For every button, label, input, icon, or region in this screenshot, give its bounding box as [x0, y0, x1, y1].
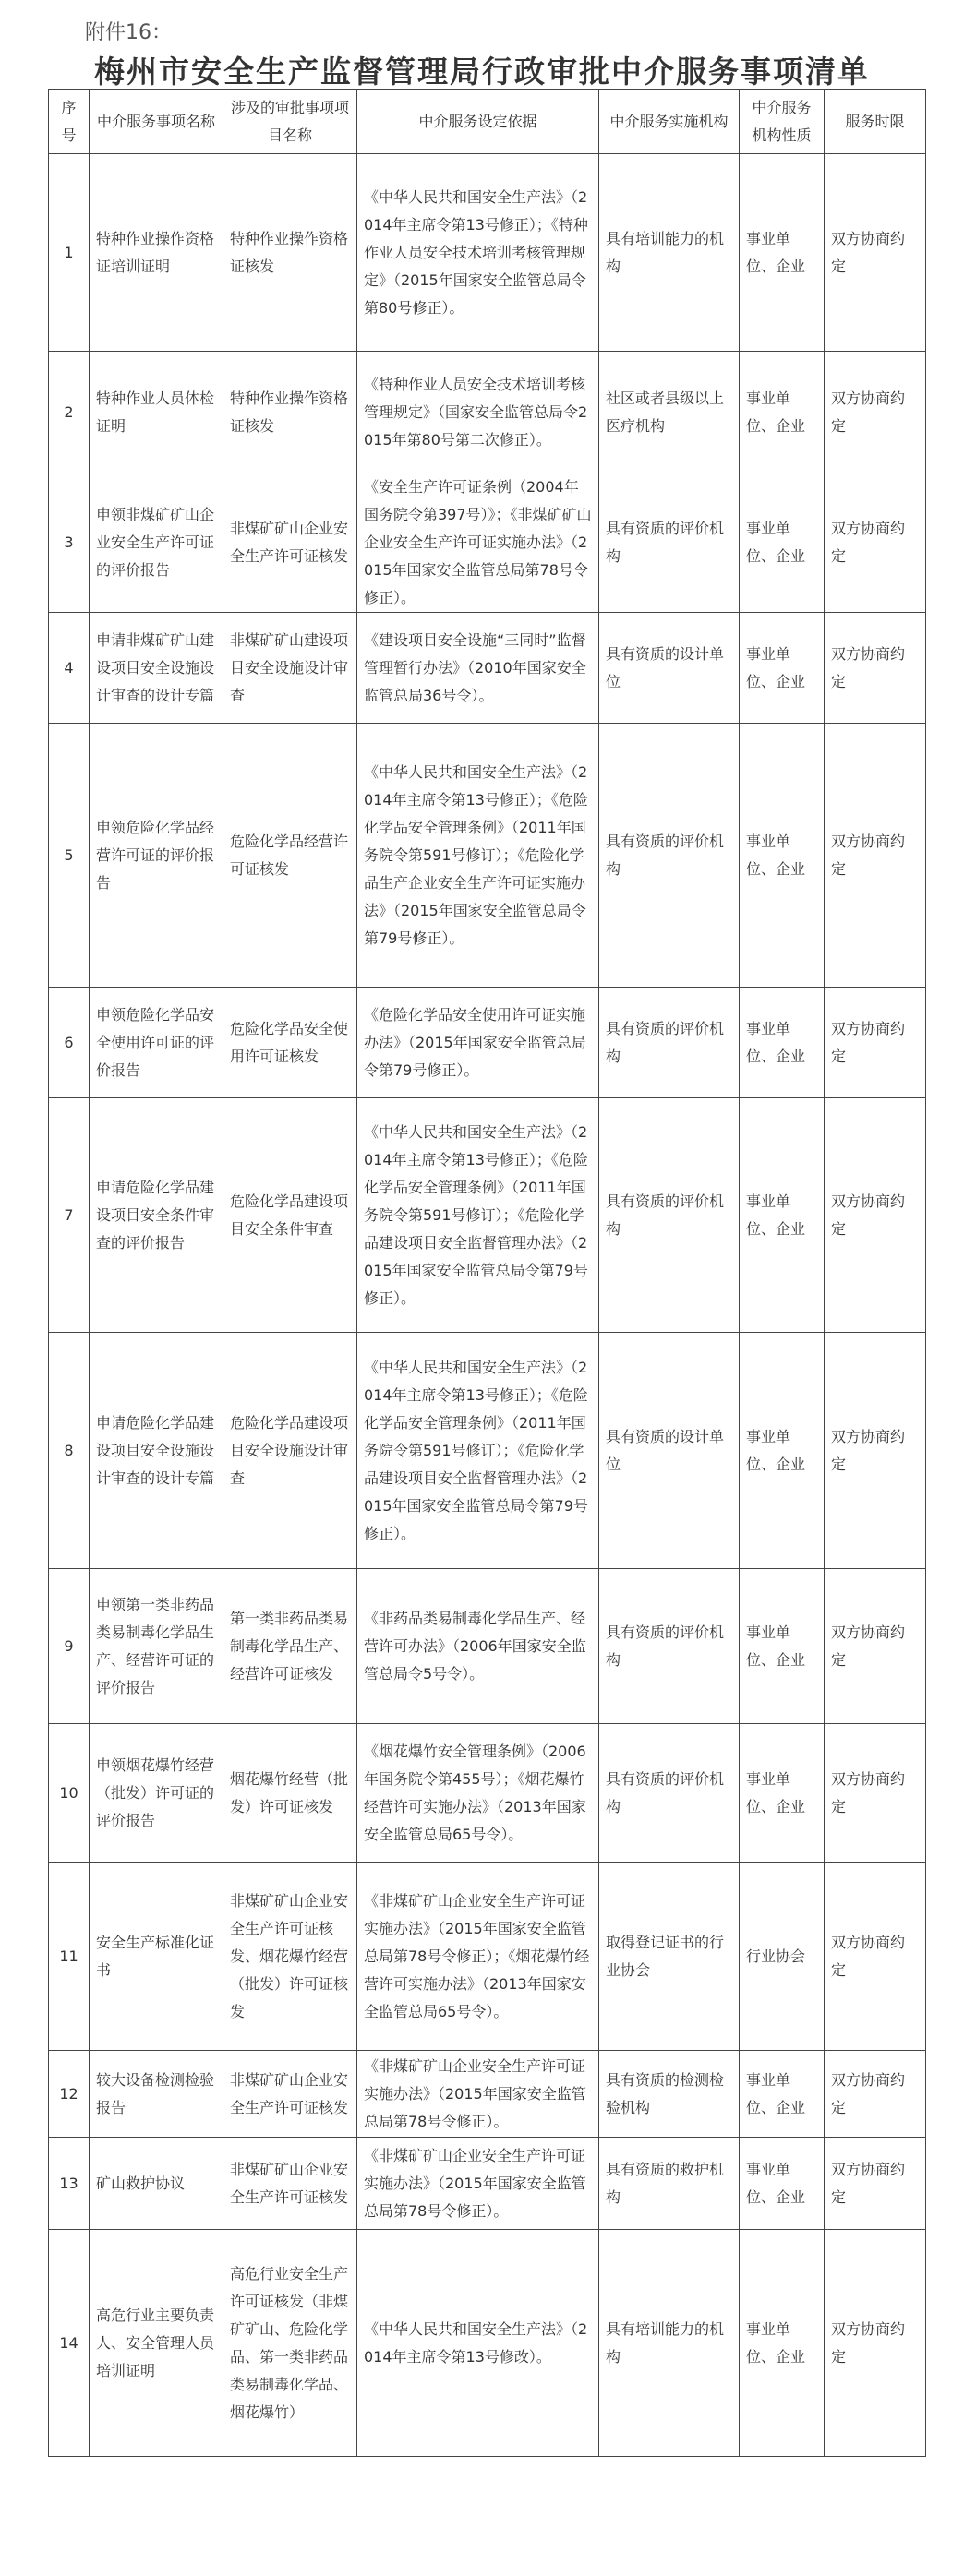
legal-basis-cell: 《非煤矿矿山企业安全生产许可证实施办法》（2015年国家安全监管总局第78号令修正）。	[357, 2051, 599, 2138]
row-number-cell: 2	[49, 352, 90, 473]
approval-item-cell: 危险化学品经营许可证核发	[223, 724, 357, 988]
service-time-limit-cell: 双方协商约定	[825, 1333, 926, 1569]
table-row	[49, 1724, 926, 1863]
table-row	[49, 473, 926, 613]
table-row	[49, 613, 926, 724]
row-number-cell: 4	[49, 613, 90, 724]
service-name-cell: 申领危险化学品经营许可证的评价报告	[90, 724, 223, 988]
row-number-cell: 14	[49, 2230, 90, 2457]
service-items-table	[48, 89, 926, 2457]
approval-item-cell: 非煤矿矿山企业安全生产许可证核发	[223, 473, 357, 613]
legal-basis-cell: 《中华人民共和国安全生产法》（2014年主席令第13号修正）；《危险化学品安全管理条例》（2011年国务院令第591号修订）；《危险化学品建设项目安全监督管理办法》（2015年国家安全监管总局令第79号修正）。	[357, 1333, 599, 1569]
agency-nature-cell: 事业单位、企业	[740, 2138, 825, 2230]
implementing-agency-cell: 具有资质的检测检验机构	[599, 2051, 740, 2138]
service-name-cell: 申请危险化学品建设项目安全条件审查的评价报告	[90, 1098, 223, 1333]
service-name-cell: 特种作业人员体检证明	[90, 352, 223, 473]
row-number-cell: 8	[49, 1333, 90, 1569]
service-time-limit-cell: 双方协商约定	[825, 1098, 926, 1333]
agency-nature-cell: 事业单位、企业	[740, 988, 825, 1098]
approval-item-cell: 第一类非药品类易制毒化学品生产、经营许可证核发	[223, 1569, 357, 1724]
approval-item-cell: 危险化学品建设项目安全设施设计审查	[223, 1333, 357, 1569]
legal-basis-cell: 《建设项目安全设施“三同时”监督管理暂行办法》（2010年国家安全监管总局36号令）。	[357, 613, 599, 724]
row-number-cell: 13	[49, 2138, 90, 2230]
legal-basis-cell: 《非煤矿矿山企业安全生产许可证实施办法》（2015年国家安全监管总局第78号令修正）。	[357, 2138, 599, 2230]
agency-nature-cell: 事业单位、企业	[740, 724, 825, 988]
agency-nature-cell: 事业单位、企业	[740, 1098, 825, 1333]
implementing-agency-cell: 具有培训能力的机构	[599, 2230, 740, 2457]
implementing-agency-cell: 具有培训能力的机构	[599, 154, 740, 352]
service-time-limit-cell: 双方协商约定	[825, 1724, 926, 1863]
service-time-limit-cell: 双方协商约定	[825, 2230, 926, 2457]
service-name-cell: 安全生产标准化证书	[90, 1863, 223, 2051]
table-row	[49, 2051, 926, 2138]
implementing-agency-cell: 具有资质的评价机构	[599, 1569, 740, 1724]
table-row	[49, 1569, 926, 1724]
approval-item-cell: 危险化学品安全使用许可证核发	[223, 988, 357, 1098]
service-time-limit-cell: 双方协商约定	[825, 352, 926, 473]
header-cell: 中介服务机构性质	[740, 90, 825, 154]
implementing-agency-cell: 具有资质的设计单位	[599, 613, 740, 724]
row-number-cell: 5	[49, 724, 90, 988]
approval-item-cell: 危险化学品建设项目安全条件审查	[223, 1098, 357, 1333]
agency-nature-cell: 事业单位、企业	[740, 2230, 825, 2457]
table-row	[49, 352, 926, 473]
table-row	[49, 724, 926, 988]
service-name-cell: 申请非煤矿矿山建设项目安全设施设计审查的设计专篇	[90, 613, 223, 724]
table-row	[49, 1863, 926, 2051]
header-row	[49, 90, 926, 154]
service-name-cell: 申领非煤矿矿山企业安全生产许可证的评价报告	[90, 473, 223, 613]
row-number-cell: 1	[49, 154, 90, 352]
service-time-limit-cell: 双方协商约定	[825, 1569, 926, 1724]
header-cell: 服务时限	[825, 90, 926, 154]
service-time-limit-cell: 双方协商约定	[825, 2138, 926, 2230]
header-cell: 中介服务事项名称	[90, 90, 223, 154]
service-time-limit-cell: 双方协商约定	[825, 2051, 926, 2138]
table-row	[49, 1333, 926, 1569]
implementing-agency-cell: 取得登记证书的行业协会	[599, 1863, 740, 2051]
approval-item-cell: 非煤矿矿山企业安全生产许可证核发	[223, 2051, 357, 2138]
service-name-cell: 申请危险化学品建设项目安全设施设计审查的设计专篇	[90, 1333, 223, 1569]
approval-item-cell: 特种作业操作资格证核发	[223, 154, 357, 352]
agency-nature-cell: 事业单位、企业	[740, 473, 825, 613]
legal-basis-cell: 《中华人民共和国安全生产法》（2014年主席令第13号修改）。	[357, 2230, 599, 2457]
legal-basis-cell: 《烟花爆竹安全管理条例》（2006年国务院令第455号）；《烟花爆竹经营许可实施办法》（2013年国家安全监管总局65号令）。	[357, 1724, 599, 1863]
header-cell: 中介服务实施机构	[599, 90, 740, 154]
service-name-cell: 申领危险化学品安全使用许可证的评价报告	[90, 988, 223, 1098]
implementing-agency-cell: 社区或者县级以上医疗机构	[599, 352, 740, 473]
service-name-cell: 申领烟花爆竹经营（批发）许可证的评价报告	[90, 1724, 223, 1863]
header-cell: 中介服务设定依据	[357, 90, 599, 154]
service-name-cell: 申领第一类非药品类易制毒化学品生产、经营许可证的评价报告	[90, 1569, 223, 1724]
service-time-limit-cell: 双方协商约定	[825, 473, 926, 613]
implementing-agency-cell: 具有资质的评价机构	[599, 1098, 740, 1333]
legal-basis-cell: 《安全生产许可证条例（2004年国务院令第397号）》；《非煤矿矿山企业安全生产许可证实施办法》（2015年国家安全监管总局第78号令修正）。	[357, 473, 599, 613]
implementing-agency-cell: 具有资质的评价机构	[599, 724, 740, 988]
table-row	[49, 2138, 926, 2230]
legal-basis-cell: 《危险化学品安全使用许可证实施办法》（2015年国家安全监管总局令第79号修正）。	[357, 988, 599, 1098]
legal-basis-cell: 《特种作业人员安全技术培训考核管理规定》（国家安全监管总局令2015年第80号第二次修正）。	[357, 352, 599, 473]
service-time-limit-cell: 双方协商约定	[825, 988, 926, 1098]
legal-basis-cell: 《中华人民共和国安全生产法》（2014年主席令第13号修正）；《特种作业人员安全技术培训考核管理规定》（2015年国家安全监管总局令第80号修正）。	[357, 154, 599, 352]
implementing-agency-cell: 具有资质的救护机构	[599, 2138, 740, 2230]
header-cell: 涉及的审批事项项目名称	[223, 90, 357, 154]
legal-basis-cell: 《中华人民共和国安全生产法》（2014年主席令第13号修正）；《危险化学品安全管理条例》（2011年国务院令第591号修订）；《危险化学品建设项目安全监督管理办法》（2015年国家安全监管总局令第79号修正）。	[357, 1098, 599, 1333]
row-number-cell: 7	[49, 1098, 90, 1333]
row-number-cell: 12	[49, 2051, 90, 2138]
agency-nature-cell: 事业单位、企业	[740, 352, 825, 473]
row-number-cell: 6	[49, 988, 90, 1098]
page-title: 梅州市安全生产监督管理局行政审批中介服务事项清单	[94, 54, 870, 90]
table-body	[49, 154, 926, 2457]
agency-nature-cell: 事业单位、企业	[740, 154, 825, 352]
row-number-cell: 10	[49, 1724, 90, 1863]
row-number-cell: 9	[49, 1569, 90, 1724]
row-number-cell: 11	[49, 1863, 90, 2051]
agency-nature-cell: 行业协会	[740, 1863, 825, 2051]
table-row	[49, 1098, 926, 1333]
approval-item-cell: 非煤矿矿山企业安全生产许可证核发、烟花爆竹经营（批发）许可证核发	[223, 1863, 357, 2051]
agency-nature-cell: 事业单位、企业	[740, 613, 825, 724]
implementing-agency-cell: 具有资质的评价机构	[599, 1724, 740, 1863]
table-row	[49, 2230, 926, 2457]
service-time-limit-cell: 双方协商约定	[825, 613, 926, 724]
agency-nature-cell: 事业单位、企业	[740, 1333, 825, 1569]
legal-basis-cell: 《非煤矿矿山企业安全生产许可证实施办法》（2015年国家安全监管总局第78号令修正）；《烟花爆竹经营许可实施办法》（2013年国家安全监管总局65号令）。	[357, 1863, 599, 2051]
service-name-cell: 较大设备检测检验报告	[90, 2051, 223, 2138]
approval-item-cell: 特种作业操作资格证核发	[223, 352, 357, 473]
approval-item-cell: 非煤矿矿山企业安全生产许可证核发	[223, 2138, 357, 2230]
legal-basis-cell: 《非药品类易制毒化学品生产、经营许可办法》（2006年国家安全监管总局令5号令）。	[357, 1569, 599, 1724]
agency-nature-cell: 事业单位、企业	[740, 2051, 825, 2138]
implementing-agency-cell: 具有资质的评价机构	[599, 988, 740, 1098]
service-time-limit-cell: 双方协商约定	[825, 724, 926, 988]
service-name-cell: 高危行业主要负责人、安全管理人员培训证明	[90, 2230, 223, 2457]
approval-item-cell: 非煤矿矿山建设项目安全设施设计审查	[223, 613, 357, 724]
service-name-cell: 矿山救护协议	[90, 2138, 223, 2230]
approval-item-cell: 烟花爆竹经营（批发）许可证核发	[223, 1724, 357, 1863]
row-number-cell: 3	[49, 473, 90, 613]
agency-nature-cell: 事业单位、企业	[740, 1724, 825, 1863]
legal-basis-cell: 《中华人民共和国安全生产法》（2014年主席令第13号修正）；《危险化学品安全管理条例》（2011年国务院令第591号修订）；《危险化学品生产企业安全生产许可证实施办法》（2015年国家安全监管总局令第79号修正）。	[357, 724, 599, 988]
attachment-label: 附件16：	[85, 21, 172, 44]
agency-nature-cell: 事业单位、企业	[740, 1569, 825, 1724]
implementing-agency-cell: 具有资质的设计单位	[599, 1333, 740, 1569]
approval-item-cell: 高危行业安全生产许可证核发（非煤矿矿山、危险化学品、第一类非药品类易制毒化学品、烟花爆竹）	[223, 2230, 357, 2457]
header-cell: 序号	[49, 90, 90, 154]
table-row	[49, 988, 926, 1098]
service-time-limit-cell: 双方协商约定	[825, 1863, 926, 2051]
table-row	[49, 154, 926, 352]
implementing-agency-cell: 具有资质的评价机构	[599, 473, 740, 613]
service-time-limit-cell: 双方协商约定	[825, 154, 926, 352]
service-name-cell: 特种作业操作资格证培训证明	[90, 154, 223, 352]
